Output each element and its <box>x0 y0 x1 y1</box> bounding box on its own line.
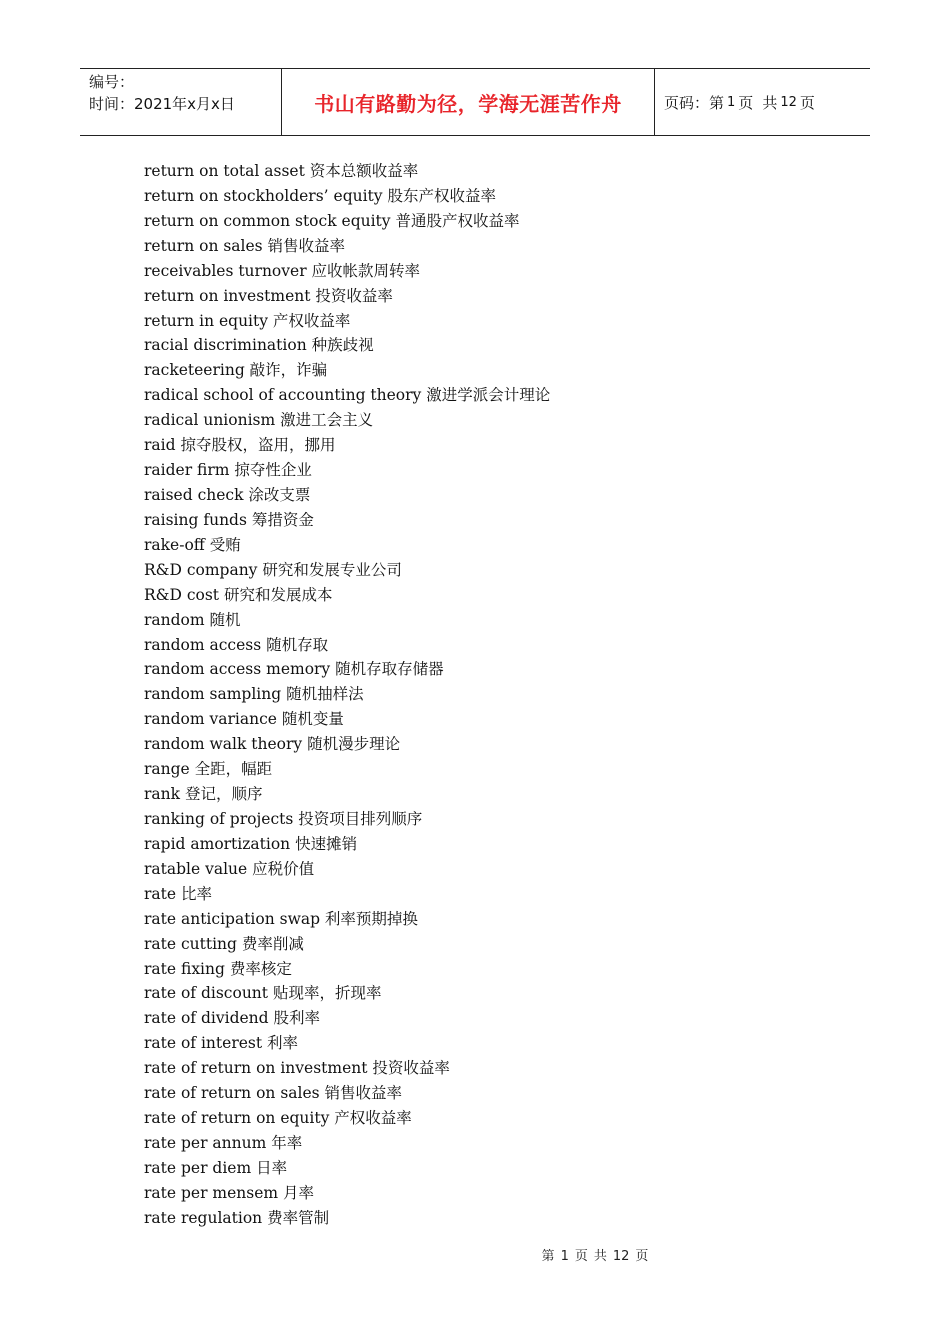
footer-total: 12 <box>612 1249 630 1264</box>
glossary-entry: rate of discount 贴现率，折现率 <box>144 984 382 1003</box>
glossary-entry: ratable value 应税价值 <box>144 859 315 878</box>
glossary-entry: rake-off 受贿 <box>144 535 241 554</box>
header-page-mid: 页 <box>738 93 754 112</box>
header-motto: 书山有路勤为径，学海无涯苦作舟 <box>282 69 655 135</box>
glossary-entry: rate of return on equity 产权收益率 <box>144 1109 412 1128</box>
glossary-entry: return on investment 投资收益率 <box>144 286 393 305</box>
glossary-entry: rate per annum 年率 <box>144 1133 303 1152</box>
header-page-total-prefix: 共 <box>762 93 778 112</box>
glossary-entry: radical school of accounting theory 激进学派会计理论 <box>144 386 551 405</box>
glossary-entry: rate cutting 费率削减 <box>144 934 304 953</box>
glossary-entry: range 全距，幅距 <box>144 760 273 779</box>
glossary-list <box>144 159 550 1231</box>
glossary-entry: rate of dividend 股利率 <box>144 1009 320 1028</box>
header-page-info <box>655 69 870 135</box>
glossary-entry: return on stockholders’ equity 股东产权收益率 <box>144 186 496 205</box>
glossary-entry: return on total asset 资本总额收益率 <box>144 162 419 180</box>
header-page-total: 12 <box>780 94 797 110</box>
glossary-entry: raid 掠夺股权，盗用，挪用 <box>144 436 336 455</box>
glossary-entry: raider firm 掠夺性企业 <box>144 461 312 480</box>
glossary-entry: raising funds 筹措资金 <box>144 510 314 529</box>
glossary-entry: ranking of projects 投资项目排列顺序 <box>144 809 423 828</box>
footer-prefix: 第 <box>541 1249 555 1264</box>
glossary-entry: rate fixing 费率核定 <box>144 959 292 978</box>
footer-current: 1 <box>560 1249 569 1264</box>
header-meta <box>80 69 282 135</box>
glossary-entry: return on sales 销售收益率 <box>144 236 346 255</box>
glossary-entry: rate regulation 费率管制 <box>144 1208 330 1227</box>
glossary-entry: rate of return on investment 投资收益率 <box>144 1059 450 1078</box>
glossary-entry: radical unionism 激进工会主义 <box>144 411 374 430</box>
glossary-entry: racketeering 敲诈，诈骗 <box>144 361 328 380</box>
glossary-entry: rate of return on sales 销售收益率 <box>144 1084 403 1103</box>
page-footer <box>0 1245 950 1264</box>
glossary-entry: return on common stock equity 普通股产权收益率 <box>144 211 520 230</box>
glossary-entry: rate anticipation swap 利率预期掉换 <box>144 909 418 928</box>
footer-total-prefix: 共 <box>593 1249 607 1264</box>
glossary-entry: rate per mensem 月率 <box>144 1183 315 1202</box>
header-page-current: 1 <box>727 94 736 110</box>
glossary-entry: raised check 涂改支票 <box>144 485 311 504</box>
glossary-entry: R&D company 研究和发展专业公司 <box>144 560 402 579</box>
glossary-entry: rate of interest 利率 <box>144 1034 299 1053</box>
glossary-entry: receivables turnover 应收帐款周转率 <box>144 261 421 280</box>
time-label: 时间：2021年x月x日 <box>89 95 235 113</box>
glossary-entry: random access memory 随机存取存储器 <box>144 660 444 679</box>
footer-mid: 页 <box>574 1249 588 1264</box>
header-page-prefix: 页码：第 <box>664 93 725 112</box>
glossary-entry: random sampling 随机抽样法 <box>144 685 364 704</box>
footer-suffix: 页 <box>635 1249 649 1264</box>
glossary-entry: random variance 随机变量 <box>144 710 344 729</box>
glossary-entry: R&D cost 研究和发展成本 <box>144 585 333 604</box>
header-page-suffix: 页 <box>799 93 815 112</box>
glossary-entry: random walk theory 随机漫步理论 <box>144 735 401 754</box>
glossary-entry: rank 登记，顺序 <box>144 785 263 804</box>
glossary-entry: rate per diem 日率 <box>144 1158 288 1177</box>
glossary-entry: racial discrimination 种族歧视 <box>144 336 374 355</box>
document-header <box>80 68 870 136</box>
glossary-entry: rapid amortization 快速摊销 <box>144 834 358 853</box>
code-label: 编号： <box>89 73 135 91</box>
glossary-entry: random 随机 <box>144 610 241 629</box>
glossary-entry: rate 比率 <box>144 884 212 903</box>
glossary-entry: return in equity 产权收益率 <box>144 311 351 330</box>
glossary-entry: random access 随机存取 <box>144 635 329 654</box>
